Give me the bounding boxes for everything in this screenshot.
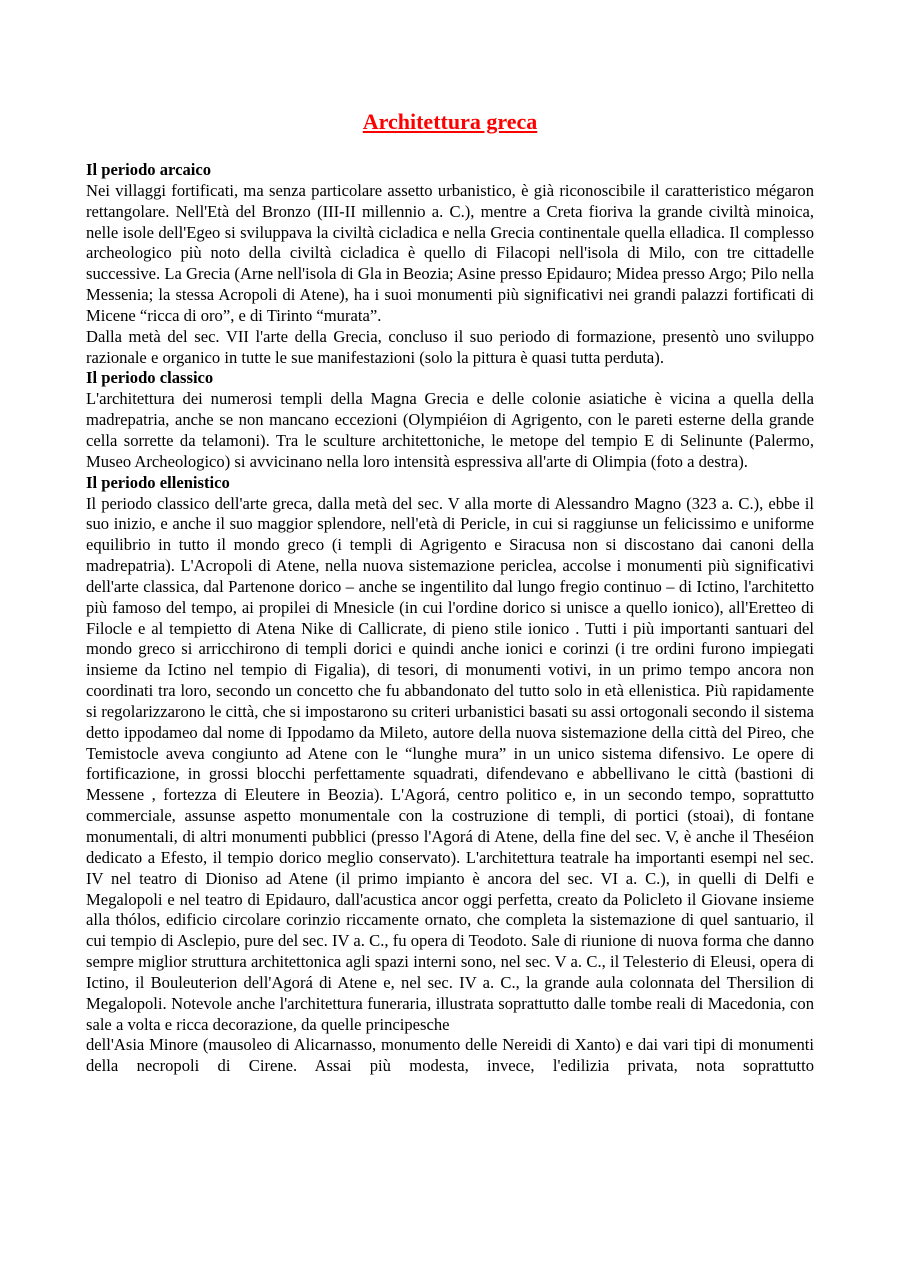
section-hellenistic (86, 473, 814, 1077)
document-page (86, 108, 814, 1077)
paragraph: Dalla metà del sec. VII l'arte della Grecia, concluso il suo periodo di formazione, presentò uno sviluppo razionale e organico in tutte le sue manifestazioni (solo la pittura è quasi tutta perduta). (86, 326, 814, 367)
section-heading: Il periodo ellenistico (86, 472, 230, 492)
section-archaic (86, 160, 814, 368)
document-title: Architettura greca (362, 109, 538, 134)
section-heading: Il periodo classico (86, 368, 214, 388)
paragraph: Nei villaggi fortificati, ma senza particolare assetto urbanistico, è già riconoscibile il caratteristico mégaron rettangolare. Nell'Età del Bronzo (III-II millennio a. C.), mentre a Creta fioriva la grande civiltà minoica, nelle isole dell'Egeo si sviluppava la civiltà cicladica e nella Grecia continentale quella elladica. Il complesso archeologico più noto della civiltà cicladica è quello di Filacopi nell'isola di Milo, con tre cittadelle successive. La Grecia (Arne nell'isola di Gla in Beozia; Asine presso Epidauro; Midea presso Argo; Pilo nella Messenia; la stessa Acropoli di Atene), ha i suoi monumenti più significativi nei grandi palazzi fortificati di Micene “ricca di oro”, e di Tirinto “murata”. (86, 180, 814, 325)
section-heading: Il periodo arcaico (86, 160, 212, 179)
paragraph: Il periodo classico dell'arte greca, dalla metà del sec. V alla morte di Alessandro Magno (323 a. C.), ebbe il suo inizio, e anche il suo maggior splendore, nell'età di Pericle, in cui si raggiunse un felicissimo e uniforme equilibrio in tutto il mondo greco (i templi di Agrigento e Siracusa non si discostano dai canoni della madrepatria). L'Acropoli di Atene, nella nuova sistemazione periclea, accolse i monumenti più significativi dell'arte classica, dal Partenone dorico – anche se ingentilito dal lungo fregio continuo – di Ictino, l'architetto più famoso del tempo, ai propilei di Mnesicle (in cui l'ordine dorico si unisce a quello ionico), all'Eretteo di Filocle e al tempietto di Atena Nike di Callicrate, di pieno stile ionico . Tutti i più importanti santuari del mondo greco si arricchirono di templi dorici e quindi anche ionici e corinzi (i tre ordini furono impiegati insieme da Ictino nel tempio di Figalia), di tesori, di monumenti votivi, in un primo tempo ancora non coordinati tra loro, secondo un concetto che fu abbandonato del tutto solo in età ellenistica. Più rapidamente si regolarizzarono le città, che si impostarono su criteri urbanistici basati su assi ortogonali secondo il sistema detto ippodameo dal nome di Ippodamo da Mileto, autore della nuova sistemazione della città del Pireo, che Temistocle aveva congiunto ad Atene con le “lunghe mura” in un unico sistema difensivo. Le opere di fortificazione, in grossi blocchi perfettamente squadrati, difendevano e abbellivano le città (bastioni di Messene , fortezza di Eleutere in Beozia). L'Agorá, centro politico e, in un secondo tempo, soprattutto commerciale, assunse aspetto monumentale con la costruzione di templi, di portici (stoai), di fontane monumentali, di altri monumenti pubblici (presso l'Agorá di Atene, della fine del sec. V, è anche il Theséion dedicato a Efesto, il tempio dorico meglio conservato). L'architettura teatrale ha importanti esempi nel sec. IV nel teatro di Dioniso ad Atene (il primo impianto è ancora del sec. VI a. C.), in quelli di Delfi e Megalopoli e nel teatro di Epidauro, dall'acustica ancor oggi perfetta, creato da Policleto il Giovane insieme alla thólos, edificio circolare corinzio riccamente ornato, che completa la sistemazione di quel santuario, il cui tempio di Asclepio, pure del sec. IV a. C., fu opera di Teodoto. Sale di riunione di nuova forma che danno sempre miglior struttura architettonica agli spazi interni sono, nel sec. V a. C., il Telesterio di Eleusi, opera di Ictino, il Bouleuterion dell'Agorá di Atene e, nel sec. IV a. C., la grande aula colonnata del Thersilion di Megalopoli. Notevole anche l'architettura funeraria, illustrata soprattutto dalle tombe reali di Macedonia, con sale a volta e ricca decorazione, da quelle principesche (86, 493, 814, 1034)
section-classic (86, 368, 814, 472)
paragraph: L'architettura dei numerosi templi della Magna Grecia e delle colonie asiatiche è vicina a quella della madrepatria, anche se non mancano eccezioni (Olympiéion di Agrigento, con le pareti esterne della grande cella sorrette da telamoni). Tra le sculture architettoniche, le metope del tempio E di Selinunte (Palermo, Museo Archeologico) si avvicinano nella loro intensità espressiva all'arte di Olimpia (foto a destra). (86, 389, 814, 471)
paragraph: dell'Asia Minore (mausoleo di Alicarnasso, monumento delle Nereidi di Xanto) e dai vari tipi di monumenti della necropoli di Cirene. Assai più modesta, invece, l'edilizia privata, nota soprattutto (86, 1035, 814, 1076)
